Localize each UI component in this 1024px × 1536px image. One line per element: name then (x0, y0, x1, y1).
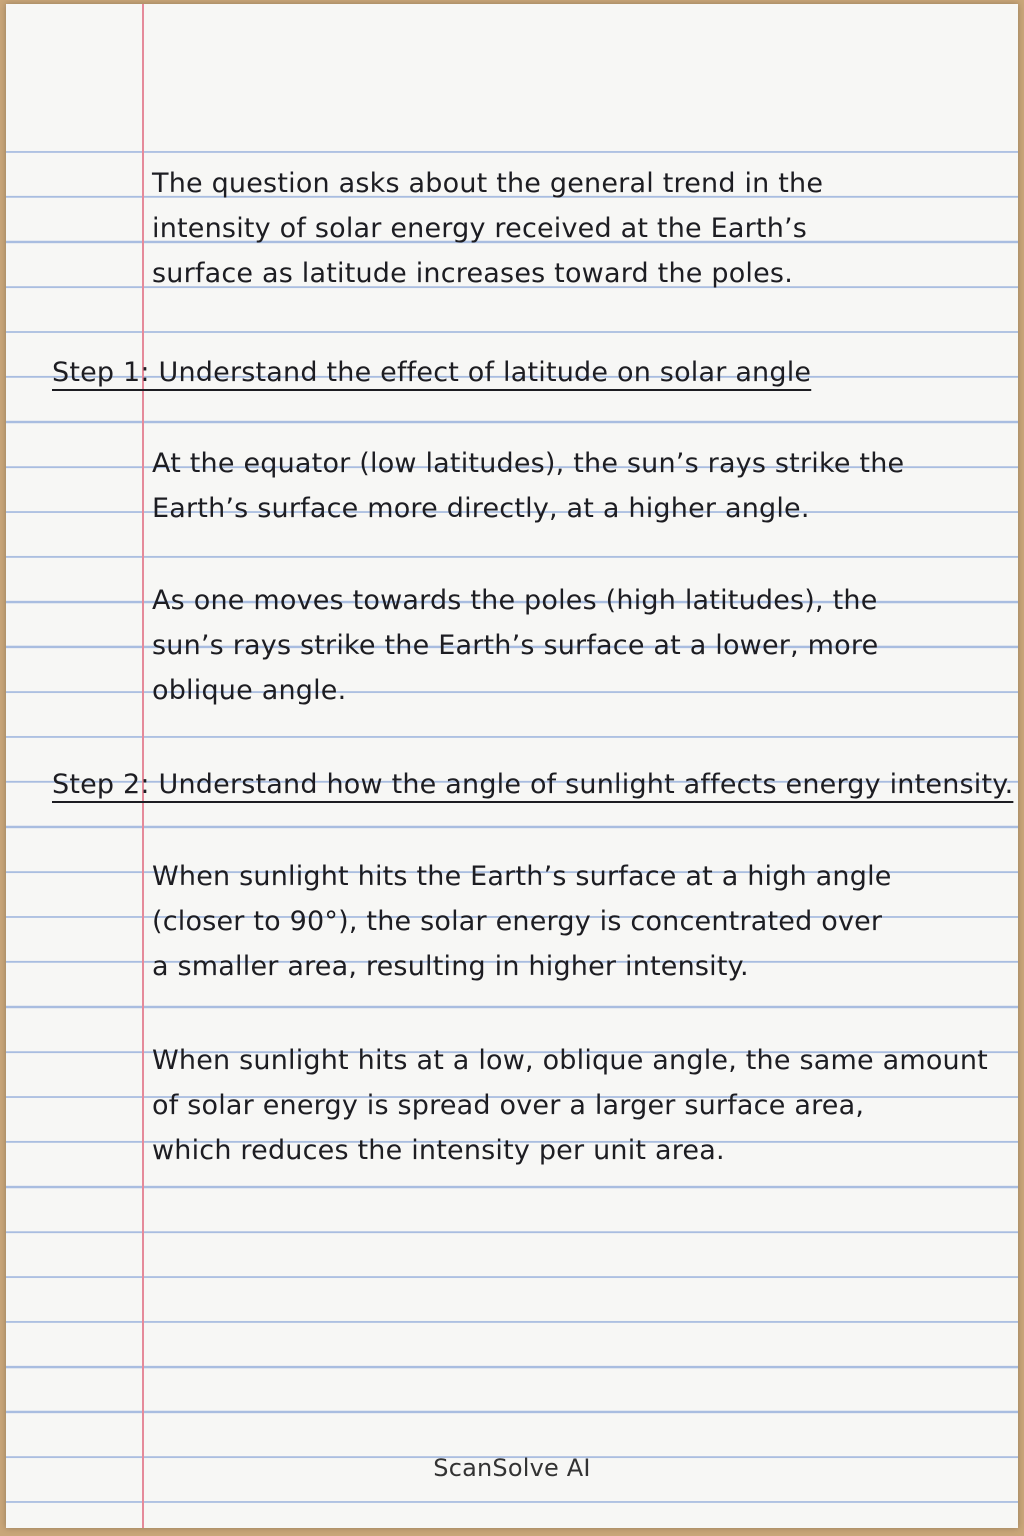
step1-paragraph-1 (152, 441, 904, 531)
paragraph-line: When sunlight hits the Earth’s surface at a high angle (152, 861, 892, 892)
paragraph-line: of solar energy is spread over a larger surface area, (152, 1090, 865, 1121)
paragraph-line: At the equator (low latitudes), the sun’s rays strike the (152, 448, 905, 479)
paragraph-line: a smaller area, resulting in higher intensity. (152, 951, 749, 982)
intro-line: surface as latitude increases toward the poles. (152, 258, 793, 289)
paragraph-line: As one moves towards the poles (high latitudes), the (152, 585, 878, 616)
lined-paper (6, 4, 1018, 1528)
intro-line: intensity of solar energy received at the Earth’s (152, 213, 808, 244)
step2-heading: Step 2: Understand how the angle of sunlight affects energy intensity. (52, 769, 1014, 800)
step2-paragraph-2 (152, 1038, 988, 1173)
paragraph-line: sun’s rays strike the Earth’s surface at a lower, more (152, 630, 879, 661)
paragraph-line: When sunlight hits at a low, oblique angle, the same amount (152, 1045, 988, 1076)
step2-paragraph-1 (152, 854, 892, 989)
paragraph-line: Earth’s surface more directly, at a higher angle. (152, 493, 810, 524)
paragraph-line: (closer to 90°), the solar energy is concentrated over (152, 906, 883, 937)
step1-heading: Step 1: Understand the effect of latitude on solar angle (52, 357, 812, 388)
intro-line: The question asks about the general trend in the (152, 168, 824, 199)
paragraph-line: which reduces the intensity per unit area. (152, 1135, 725, 1166)
footer-brand: ScanSolve AI (433, 1454, 591, 1482)
intro-paragraph (152, 161, 823, 296)
step1-paragraph-2 (152, 578, 878, 713)
paragraph-line: oblique angle. (152, 675, 347, 706)
